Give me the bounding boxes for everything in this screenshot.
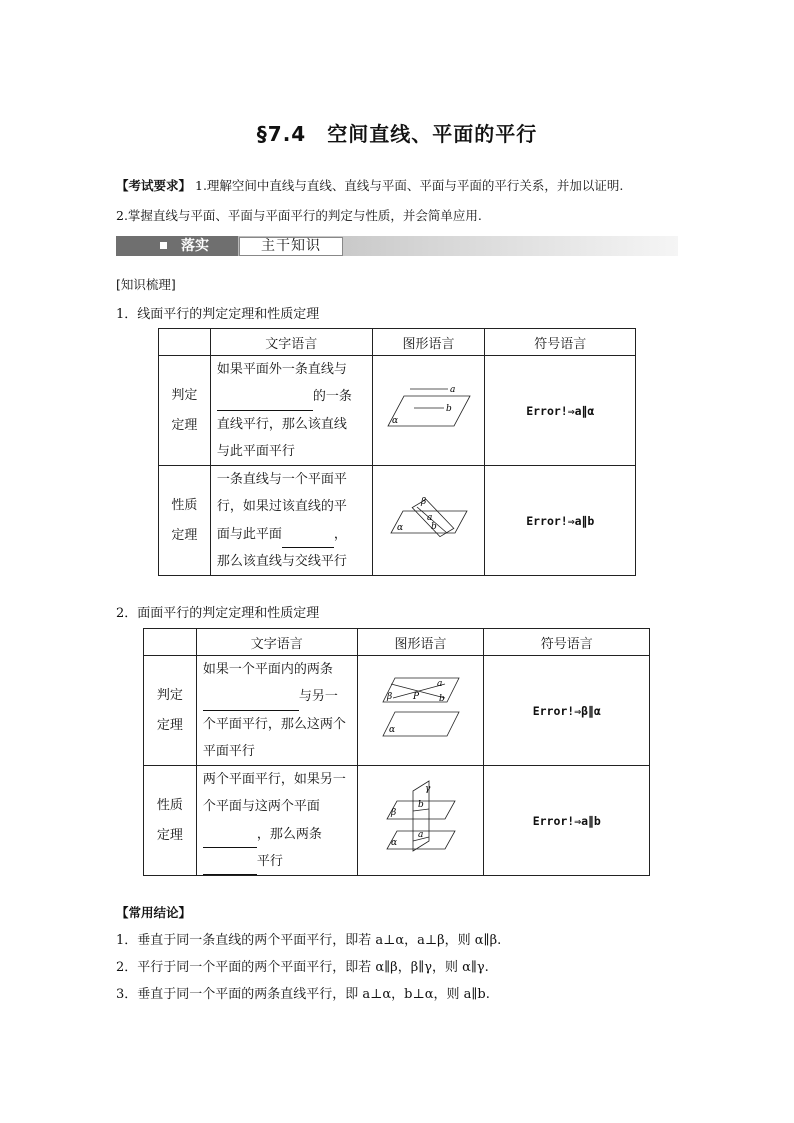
fill-blank[interactable] [282,529,334,548]
table2-row2-figure [357,766,484,876]
fill-blank[interactable] [217,392,313,411]
banner-dark-tab [116,236,238,256]
svg-text:α: α [388,724,395,735]
table2-row1-figure [357,656,484,766]
page-title: §7.4 空间直线、平面的平行 [256,122,538,146]
table1-corner [159,329,211,356]
svg-text:b: b [438,693,445,704]
plane-plane-table [143,628,650,876]
svg-text:β: β [386,691,392,702]
conclusion-item-3: 3．垂直于同一个平面的两条直线平行，即 a⊥α，b⊥α，则 a∥b. [116,987,490,1002]
table2-row2-symbol: Error!⇒a∥b [484,766,650,876]
table2-row1-text: 如果一个平面内的两条 与另一 个平面平行，那么这两个 平面平行 [196,656,357,766]
plane-cut-parallel-planes-figure [385,779,457,859]
section2-heading: 2．面面平行的判定定理和性质定理 [116,606,320,621]
square-bullet-icon [160,242,167,249]
line-plane-table [158,328,636,576]
exam-requirements [116,171,686,231]
table2-row2-text: 两个平面平行，如果另一 个平面与这两个平面 ，那么两条 平行 [196,766,357,876]
svg-text:b: b [445,403,452,414]
svg-text:a: a [426,512,432,523]
table1-header-figure: 图形语言 [372,329,485,356]
svg-text:b: b [417,799,424,810]
knowledge-heading: [知识梳理] [116,277,176,292]
fill-blank[interactable] [203,856,257,875]
svg-text:P: P [412,691,419,702]
table2-header-symbol: 符号语言 [484,629,650,656]
parallel-planes-figure [381,674,461,744]
svg-text:β: β [390,807,396,818]
table1-row2-figure [372,466,485,576]
table2-row2-label: 性质 定理 [144,766,197,876]
table2-corner [144,629,197,656]
table1-row2-label: 性质 定理 [159,466,211,576]
svg-text:a: a [436,678,442,689]
banner-light-label: 主干知识 [239,237,343,256]
svg-text:α: α [390,837,397,848]
table2-row1-label: 判定 定理 [144,656,197,766]
requirements-tag: 【考试要求】 [116,178,192,193]
fill-blank[interactable] [203,829,257,848]
table1-row1-figure [372,356,485,466]
table2-header-figure: 图形语言 [357,629,484,656]
table2-row1-symbol: Error!⇒β∥α [484,656,650,766]
line-parallel-plane-figure [386,384,472,434]
table1-row1-symbol: Error!⇒a∥α [485,356,636,466]
conclusion-item-1: 1．垂直于同一条直线的两个平面平行，即若 a⊥α，a⊥β，则 α∥β. [116,933,502,948]
requirement-line-2: 2.掌握直线与平面、平面与平面平行的判定与性质，并会简单应用. [116,208,482,223]
svg-text:β: β [420,496,426,507]
table1-header-text: 文字语言 [210,329,372,356]
svg-text:a: a [417,829,423,840]
table1-row2-symbol: Error!⇒a∥b [485,466,636,576]
conclusion-item-2: 2．平行于同一个平面的两个平面平行，即若 α∥β，β∥γ，则 α∥γ. [116,960,489,975]
conclusions-heading: 【常用结论】 [116,905,192,920]
table1-row1-text: 如果平面外一条直线与 的一条 直线平行，那么该直线 与此平面平行 [210,356,372,466]
table2-header-text: 文字语言 [196,629,357,656]
requirement-line-1: 1.理解空间中直线与直线、直线与平面、平面与平面的平行关系，并加以证明. [195,178,624,193]
banner-dark-label: 落实 [181,238,209,254]
svg-text:α: α [391,415,398,426]
table1-row2-text: 一条直线与一个平面平 行，如果过该直线的平 面与此平面 ， 那么该直线与交线平行 [210,466,372,576]
svg-text:b: b [430,521,437,532]
fill-blank[interactable] [203,692,299,711]
svg-text:a: a [449,384,455,395]
svg-text:α: α [396,522,403,533]
section1-heading: 1．线面平行的判定定理和性质定理 [116,307,320,322]
table1-row1-label: 判定 定理 [159,356,211,466]
svg-text:γ: γ [424,783,430,794]
plane-intersection-figure [389,493,469,545]
table1-header-symbol: 符号语言 [485,329,636,356]
